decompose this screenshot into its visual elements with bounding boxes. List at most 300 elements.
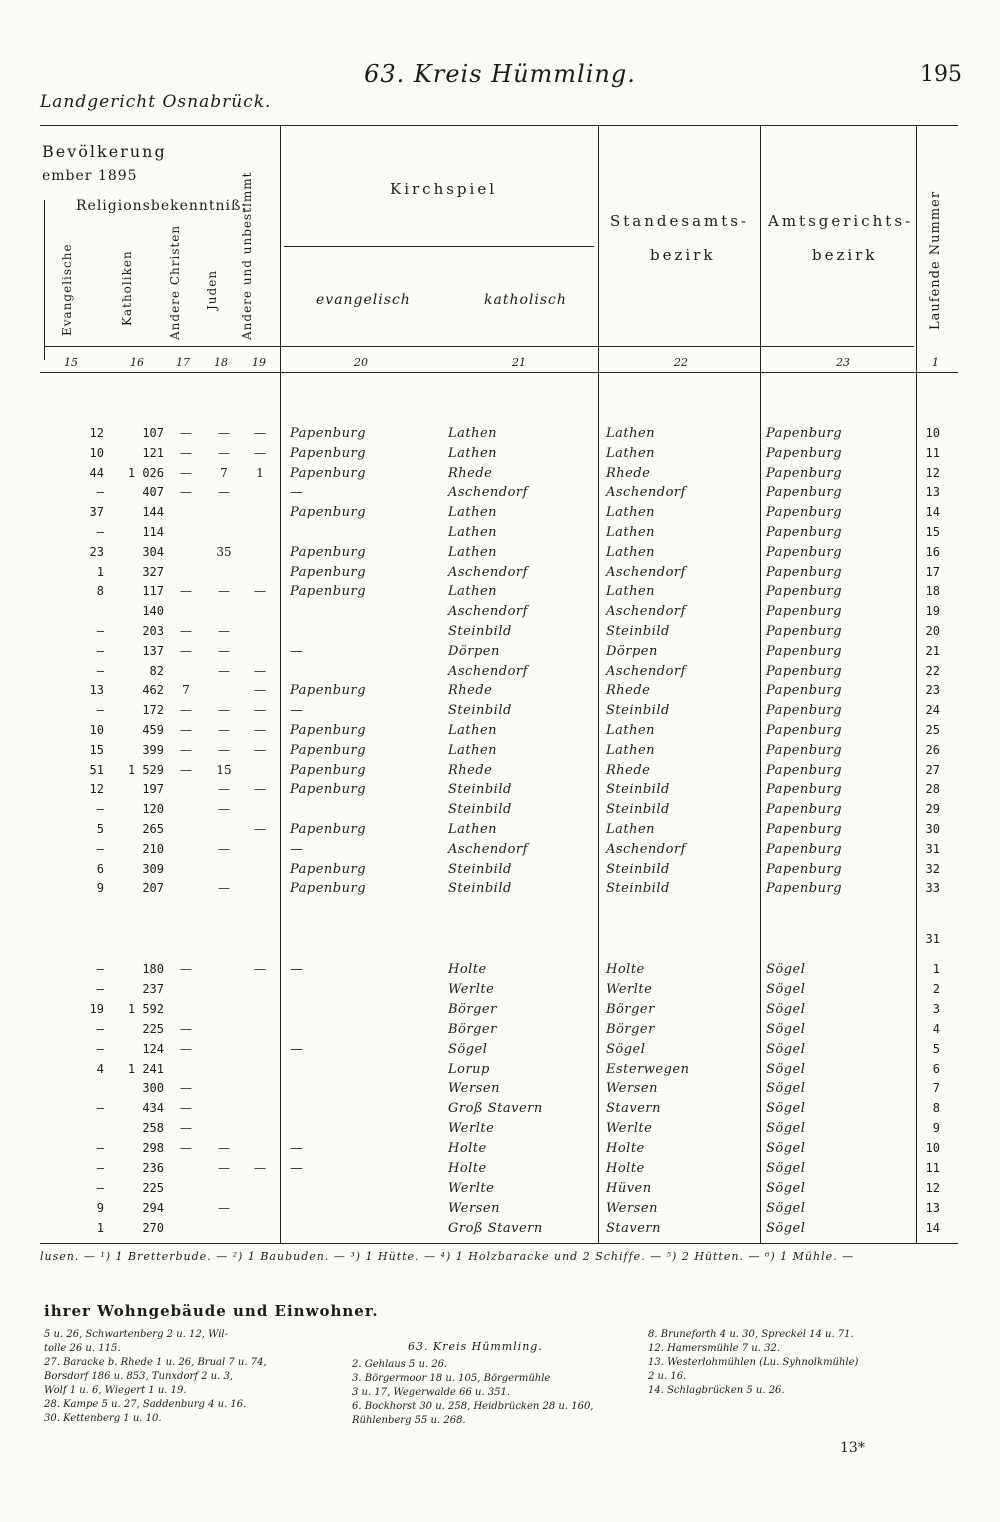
cell-evangelische: 23	[89, 544, 104, 559]
header-evangelisch: evangelisch	[316, 292, 411, 308]
colnum-17: 17	[176, 356, 190, 369]
cell-kirchspiel-katholisch: Steinbild	[448, 802, 512, 818]
cell-laufende-nummer: 8	[932, 1101, 940, 1116]
cell-standesamt: Werlte	[606, 981, 653, 997]
cell-kirchspiel-katholisch: Sögel	[448, 1041, 488, 1057]
cell-laufende-nummer: 9	[932, 1121, 940, 1136]
cell-evangelische: 12	[89, 782, 104, 797]
notes-column-3	[648, 1328, 858, 1398]
cell-juden: 35	[216, 544, 232, 559]
cell-amtsgericht: Papenburg	[766, 861, 843, 877]
cell-standesamt: Lathen	[606, 742, 656, 758]
cell-evangelische: —	[96, 1021, 104, 1036]
cell-standesamt: Rhede	[606, 683, 651, 699]
cell-laufende-nummer: 2	[932, 981, 940, 996]
cell-standesamt: Hüven	[606, 1180, 652, 1196]
cell-kirchspiel-katholisch: Rhede	[448, 465, 493, 481]
cell-andere-unbestimmt: —	[254, 683, 266, 698]
cell-amtsgericht: Sögel	[766, 1141, 806, 1157]
cell-andere-unbestimmt: —	[254, 703, 266, 718]
cell-standesamt: Aschendorf	[606, 604, 686, 620]
cell-kirchspiel-evangelisch: Papenburg	[290, 465, 367, 481]
cell-standesamt: Börger	[606, 1001, 655, 1017]
cell-kirchspiel-katholisch: Steinbild	[448, 624, 512, 639]
cell-katholiken: 82	[149, 663, 164, 678]
note-line: 5 u. 26, Schwartenberg 2 u. 12, Wil-	[44, 1329, 228, 1340]
cell-andere-unbestimmt: —	[254, 723, 266, 737]
cell-katholiken: 270	[142, 1220, 164, 1235]
cell-standesamt: Sögel	[606, 1041, 646, 1057]
footnote: lusen. — ¹) 1 Bretterbude. — ²) 1 Baubuden. — ³) 1 Hütte. — ⁴) 1 Holzbaracke und 2 Schiffe. — ⁵) 2 Hütten. — ⁶) 1 Mühle. —	[40, 1250, 855, 1263]
cell-kirchspiel-evangelisch: —	[290, 703, 304, 719]
cell-laufende-nummer: 10	[925, 1141, 940, 1156]
cell-kirchspiel-evangelisch: —	[290, 1161, 304, 1176]
cell-andere-unbestimmt: 1	[256, 465, 264, 480]
cell-evangelische: —	[96, 1101, 104, 1116]
cell-amtsgericht: Papenburg	[766, 703, 843, 719]
cell-katholiken: 265	[142, 822, 164, 836]
cell-kirchspiel-evangelisch: Papenburg	[290, 861, 367, 877]
cell-standesamt: Aschendorf	[606, 485, 686, 501]
cell-katholiken: 197	[142, 782, 164, 797]
cell-laufende-nummer: 32	[925, 861, 940, 876]
cell-amtsgericht: Sögel	[766, 1101, 806, 1117]
cell-laufende-nummer: 12	[925, 465, 940, 480]
cell-laufende-nummer: 28	[925, 782, 940, 797]
cell-standesamt: Lathen	[606, 822, 656, 837]
cell-kirchspiel-katholisch: Lorup	[448, 1061, 490, 1077]
cell-standesamt: Dörpen	[606, 643, 658, 659]
cell-standesamt: Lathen	[606, 445, 656, 461]
cell-katholiken: 107	[142, 426, 164, 440]
cell-standesamt: Lathen	[606, 525, 656, 540]
cell-juden: —	[218, 485, 230, 500]
cell-juden: —	[218, 703, 230, 718]
cell-kirchspiel-evangelisch: Papenburg	[290, 505, 367, 521]
cell-andere-unbestimmt: —	[254, 584, 266, 599]
cell-evangelische: 15	[89, 742, 104, 757]
colnum-1: 1	[932, 356, 939, 369]
cell-katholiken: 124	[142, 1041, 164, 1056]
kirchspiel-sub-rule	[284, 246, 594, 247]
note-line: 3 u. 17, Wegerwalde 66 u. 351.	[352, 1387, 511, 1398]
cell-amtsgericht: Papenburg	[766, 584, 843, 600]
header-juden: Juden	[205, 269, 219, 310]
cell-juden: —	[218, 445, 230, 460]
cell-kirchspiel-katholisch: Lathen	[448, 822, 498, 837]
note-line: 6. Bockhorst 30 u. 258, Heidbrücken 28 u. 160,	[352, 1401, 594, 1412]
cell-katholiken: 298	[142, 1141, 164, 1156]
cell-amtsgericht: Papenburg	[766, 465, 843, 481]
header-andere-christen: Andere Christen	[168, 224, 182, 340]
cell-andere-christen: —	[180, 584, 192, 599]
cell-amtsgericht: Papenburg	[766, 544, 843, 560]
cell-amtsgericht: Sögel	[766, 1161, 806, 1176]
header-katholisch: katholisch	[484, 292, 567, 308]
divider-kirchspiel-standesamt	[598, 125, 599, 1243]
cell-standesamt: Börger	[606, 1021, 655, 1037]
cell-standesamt: Lathen	[606, 544, 656, 560]
cell-amtsgericht: Papenburg	[766, 485, 843, 501]
cell-andere-unbestimmt: —	[254, 822, 266, 836]
cell-kirchspiel-katholisch: Lathen	[448, 723, 498, 738]
cell-juden: —	[218, 643, 230, 658]
cell-kirchspiel-katholisch: Steinbild	[448, 861, 512, 877]
cell-evangelische: —	[96, 485, 104, 500]
cell-laufende-nummer: 10	[925, 426, 940, 440]
cell-kirchspiel-katholisch: Aschendorf	[448, 564, 528, 580]
cell-andere-christen: —	[180, 1041, 192, 1056]
cell-standesamt: Rhede	[606, 762, 651, 778]
cell-amtsgericht: Sögel	[766, 1200, 806, 1216]
note-line: 8. Bruneforth 4 u. 30, Spreckel 14 u. 71.	[648, 1329, 854, 1340]
cell-standesamt: Lathen	[606, 723, 656, 738]
court-label: Landgericht Osnabrück.	[40, 92, 272, 112]
cell-evangelische: —	[96, 802, 104, 817]
cell-amtsgericht: Papenburg	[766, 723, 843, 738]
cell-evangelische: 13	[89, 683, 104, 698]
cell-kirchspiel-evangelisch: —	[290, 485, 304, 501]
cell-laufende-nummer: 17	[925, 564, 940, 579]
cell-kirchspiel-katholisch: Steinbild	[448, 782, 512, 798]
cell-juden: —	[218, 881, 230, 896]
cell-standesamt: Steinbild	[606, 782, 670, 798]
cell-andere-christen: —	[180, 1141, 192, 1156]
cell-kirchspiel-evangelisch: Papenburg	[290, 683, 367, 699]
note-line: 30. Kettenberg 1 u. 10.	[44, 1413, 162, 1424]
cell-laufende-nummer: 3	[932, 1001, 940, 1016]
cell-katholiken: 137	[142, 643, 164, 658]
note-line: 2. Gehlaus 5 u. 26.	[352, 1359, 448, 1370]
cell-laufende-nummer: 26	[925, 742, 940, 757]
signature-mark: 13*	[840, 1440, 865, 1456]
cell-kirchspiel-katholisch: Groß Stavern	[448, 1101, 543, 1117]
cell-amtsgericht: Papenburg	[766, 426, 843, 441]
cell-juden: —	[218, 1200, 230, 1215]
cell-laufende-nummer: 25	[925, 723, 940, 737]
cell-katholiken: 1 529	[127, 762, 164, 777]
cell-kirchspiel-evangelisch: Papenburg	[290, 782, 367, 798]
cell-juden: —	[218, 663, 230, 678]
cell-katholiken: 327	[142, 564, 164, 579]
header-laufende-nummer: Laufende Nummer	[928, 190, 943, 330]
cell-amtsgericht: Sögel	[766, 1041, 806, 1057]
notes-title: ihrer Wohngebäude und Einwohner.	[44, 1302, 379, 1320]
cell-laufende-nummer: 21	[925, 643, 940, 658]
cell-amtsgericht: Papenburg	[766, 762, 843, 778]
cell-evangelische: 6	[96, 861, 104, 876]
cell-kirchspiel-katholisch: Werlte	[448, 1121, 495, 1137]
cell-laufende-nummer: 30	[925, 822, 940, 836]
note-line: 13. Westerlohmühlen (Lu. Syhnolkmühle)	[648, 1357, 859, 1368]
notes-column-2	[352, 1358, 594, 1428]
cell-kirchspiel-evangelisch: Papenburg	[290, 723, 367, 738]
page-number: 195	[920, 62, 962, 87]
notes-column-2-heading: 63. Kreis Hümmling.	[408, 1340, 543, 1353]
cell-kirchspiel-katholisch: Groß Stavern	[448, 1220, 543, 1236]
cell-amtsgericht: Sögel	[766, 981, 806, 997]
cell-evangelische: 1	[96, 564, 104, 579]
cell-kirchspiel-katholisch: Lathen	[448, 525, 498, 540]
cell-evangelische: 4	[96, 1061, 104, 1076]
cell-kirchspiel-evangelisch: Papenburg	[290, 445, 367, 461]
colnum-18: 18	[214, 356, 228, 369]
cell-katholiken: 1 026	[127, 465, 164, 480]
cell-standesamt: Steinbild	[606, 861, 670, 877]
cell-amtsgericht: Sögel	[766, 962, 806, 977]
cell-andere-christen: —	[180, 1081, 192, 1096]
cell-amtsgericht: Sögel	[766, 1180, 806, 1196]
note-line: Rühlenberg 55 u. 268.	[352, 1415, 466, 1426]
note-line: Wolf 1 u. 6, Wiegert 1 u. 19.	[44, 1385, 187, 1396]
cell-juden: —	[218, 802, 230, 817]
cell-evangelische: 10	[89, 445, 104, 460]
cell-andere-christen: —	[180, 1101, 192, 1116]
cell-laufende-nummer: 20	[925, 624, 940, 638]
cell-andere-christen: —	[180, 426, 192, 440]
cell-kirchspiel-katholisch: Lathen	[448, 426, 498, 441]
cell-kirchspiel-katholisch: Wersen	[448, 1200, 500, 1216]
cell-juden: 7	[220, 465, 228, 480]
cell-katholiken: 121	[142, 445, 164, 460]
header-bevoelkerung: Bevölkerung	[42, 142, 167, 161]
cell-amtsgericht: Papenburg	[766, 505, 843, 521]
cell-katholiken: 120	[142, 802, 164, 817]
cell-andere-christen: —	[180, 624, 192, 638]
colnum-21: 21	[512, 356, 526, 369]
header-katholiken: Katholiken	[120, 250, 134, 326]
cell-evangelische: 5	[96, 822, 104, 836]
cell-andere-christen: —	[180, 485, 192, 500]
cell-standesamt: Holte	[606, 962, 645, 977]
cell-kirchspiel-evangelisch: —	[290, 1141, 304, 1157]
cell-standesamt: Stavern	[606, 1101, 662, 1117]
cell-kirchspiel-evangelisch: —	[290, 841, 304, 857]
cell-evangelische: 12	[89, 426, 104, 440]
cell-kirchspiel-evangelisch: —	[290, 1041, 304, 1057]
religion-left-rule	[44, 200, 45, 360]
cell-katholiken: 407	[142, 485, 164, 500]
cell-laufende-nummer: 6	[932, 1061, 940, 1076]
cell-amtsgericht: Sögel	[766, 1021, 806, 1037]
cell-standesamt: Steinbild	[606, 624, 670, 639]
cell-katholiken: 180	[142, 962, 164, 976]
cell-kirchspiel-evangelisch: —	[290, 962, 304, 977]
cell-andere-christen: —	[180, 762, 192, 777]
cell-evangelische: 1	[96, 1220, 104, 1235]
cell-katholiken: 203	[142, 624, 164, 638]
cell-amtsgericht: Sögel	[766, 1081, 806, 1097]
cell-amtsgericht: Papenburg	[766, 663, 843, 679]
cell-amtsgericht: Papenburg	[766, 445, 843, 461]
header-dezember: ember 1895	[42, 168, 138, 184]
cell-evangelische: 37	[89, 505, 104, 520]
cell-kirchspiel-katholisch: Börger	[448, 1001, 497, 1017]
cell-andere-christen: —	[180, 703, 192, 718]
cell-evangelische: —	[96, 624, 104, 638]
cell-katholiken: 1 241	[127, 1061, 164, 1076]
cell-juden: —	[218, 624, 230, 638]
note-line: 3. Börgermoor 18 u. 105, Börgermühle	[352, 1373, 551, 1384]
header-andere-unbestimmt: Andere und unbestimmt	[240, 171, 254, 340]
cell-laufende-nummer: 12	[925, 1180, 940, 1195]
cell-laufende-nummer: 22	[925, 663, 940, 678]
cell-amtsgericht: Sögel	[766, 1001, 806, 1017]
cell-amtsgericht: Sögel	[766, 1220, 806, 1236]
cell-andere-unbestimmt: —	[254, 426, 266, 440]
cell-evangelische: 51	[89, 762, 104, 777]
cell-kirchspiel-katholisch: Holte	[448, 1161, 487, 1176]
cell-katholiken: 172	[142, 703, 164, 718]
cell-kirchspiel-evangelisch: Papenburg	[290, 426, 367, 441]
cell-katholiken: 207	[142, 881, 164, 896]
cell-standesamt: Lathen	[606, 505, 656, 521]
cell-andere-christen: —	[180, 465, 192, 480]
cell-andere-christen: —	[180, 962, 192, 976]
note-line: tolle 26 u. 115.	[44, 1343, 121, 1354]
colnum-19: 19	[252, 356, 266, 369]
cell-katholiken: 309	[142, 861, 164, 876]
cell-kirchspiel-katholisch: Lathen	[448, 445, 498, 461]
cell-katholiken: 304	[142, 544, 164, 559]
cell-evangelische: 9	[96, 881, 104, 896]
cell-amtsgericht: Papenburg	[766, 683, 843, 699]
colnum-22: 22	[674, 356, 688, 369]
cell-juden: —	[218, 584, 230, 599]
cell-evangelische: —	[96, 1141, 104, 1156]
cell-kirchspiel-evangelisch: Papenburg	[290, 564, 367, 580]
cell-andere-unbestimmt: —	[254, 782, 266, 797]
header-kirchspiel: Kirchspiel	[390, 180, 498, 198]
cell-evangelische: 19	[89, 1001, 104, 1016]
cell-laufende-nummer: 15	[925, 525, 940, 539]
cell-standesamt: Steinbild	[606, 881, 670, 897]
cell-katholiken: 236	[142, 1161, 164, 1175]
cell-juden: —	[218, 723, 230, 737]
cell-evangelische: —	[96, 525, 104, 539]
cell-kirchspiel-katholisch: Dörpen	[448, 643, 500, 659]
cell-kirchspiel-katholisch: Aschendorf	[448, 663, 528, 679]
cell-evangelische: —	[96, 703, 104, 718]
cell-laufende-nummer: 14	[925, 1220, 940, 1235]
cell-laufende-nummer: 13	[925, 1200, 940, 1215]
cell-andere-christen: —	[180, 445, 192, 460]
cell-kirchspiel-evangelisch: Papenburg	[290, 762, 367, 778]
cell-katholiken: 434	[142, 1101, 164, 1116]
cell-amtsgericht: Sögel	[766, 1121, 806, 1137]
cell-kirchspiel-katholisch: Lathen	[448, 505, 498, 521]
cell-andere-christen: —	[180, 1121, 192, 1136]
cell-evangelische: —	[96, 663, 104, 678]
cell-kirchspiel-katholisch: Rhede	[448, 683, 493, 699]
cell-laufende-nummer: 7	[932, 1081, 940, 1096]
cell-kirchspiel-katholisch: Holte	[448, 962, 487, 977]
cell-standesamt: Holte	[606, 1141, 645, 1157]
cell-standesamt: Steinbild	[606, 703, 670, 719]
cell-laufende-nummer: 27	[925, 762, 940, 777]
cell-kirchspiel-katholisch: Lathen	[448, 544, 498, 560]
cell-kirchspiel-katholisch: Lathen	[448, 584, 498, 600]
cell-standesamt: Steinbild	[606, 802, 670, 818]
cell-evangelische: 9	[96, 1200, 104, 1215]
cell-katholiken: 225	[142, 1021, 164, 1036]
cell-katholiken: 462	[142, 683, 164, 698]
cell-andere-unbestimmt: —	[254, 663, 266, 678]
cell-kirchspiel-evangelisch: Papenburg	[290, 881, 367, 897]
cell-amtsgericht: Papenburg	[766, 802, 843, 818]
cell-evangelische: 8	[96, 584, 104, 599]
cell-kirchspiel-katholisch: Börger	[448, 1021, 497, 1037]
cell-evangelische: —	[96, 981, 104, 996]
header-bottom-rule	[40, 372, 958, 373]
cell-kirchspiel-katholisch: Werlte	[448, 1180, 495, 1196]
page-title: 63. Kreis Hümmling.	[364, 60, 636, 88]
header-evangelische: Evangelische	[60, 243, 74, 336]
cell-katholiken: 300	[142, 1081, 164, 1096]
cell-kirchspiel-katholisch: Holte	[448, 1141, 487, 1157]
cell-andere-unbestimmt: —	[254, 1161, 266, 1175]
cell-laufende-nummer: 11	[925, 445, 940, 460]
cell-katholiken: 1 592	[127, 1001, 164, 1016]
cell-evangelische: 10	[89, 723, 104, 737]
note-line: Borsdorf 186 u. 853, Tunxdorf 2 u. 3,	[44, 1371, 234, 1382]
cell-amtsgericht: Papenburg	[766, 782, 843, 798]
cell-amtsgericht: Papenburg	[766, 742, 843, 758]
notes-column-1	[44, 1328, 267, 1426]
colnum-rule	[44, 346, 914, 347]
cell-katholiken: 459	[142, 723, 164, 737]
cell-standesamt: Holte	[606, 1161, 645, 1176]
cell-kirchspiel-evangelisch: —	[290, 643, 304, 659]
cell-laufende-nummer: 1	[932, 962, 940, 976]
note-line: 27. Baracke b. Rhede 1 u. 26, Brual 7 u. 74,	[44, 1357, 267, 1368]
cell-kirchspiel-evangelisch: Papenburg	[290, 584, 367, 600]
cell-kirchspiel-evangelisch: Papenburg	[290, 544, 367, 560]
cell-laufende-nummer: 18	[925, 584, 940, 599]
cell-kirchspiel-katholisch: Lathen	[448, 742, 498, 758]
cell-evangelische: 44	[89, 465, 104, 480]
cell-laufende-nummer: 4	[932, 1021, 940, 1036]
cell-evangelische: —	[96, 1180, 104, 1195]
cell-standesamt: Wersen	[606, 1081, 658, 1097]
cell-amtsgericht: Papenburg	[766, 643, 843, 659]
cell-laufende-nummer: 19	[925, 604, 940, 619]
cell-katholiken: 399	[142, 742, 164, 757]
note-line: 28. Kampe 5 u. 27, Saddenburg 4 u. 16.	[44, 1399, 247, 1410]
cell-standesamt: Aschendorf	[606, 564, 686, 580]
cell-laufende-nummer: 31	[925, 841, 940, 856]
cell-andere-unbestimmt: —	[254, 445, 266, 460]
cell-standesamt: Rhede	[606, 465, 651, 481]
cell-laufende-nummer: 13	[925, 485, 940, 500]
cell-amtsgericht: Papenburg	[766, 841, 843, 857]
note-line: 14. Schlagbrücken 5 u. 26.	[648, 1385, 785, 1396]
cell-andere-unbestimmt: —	[254, 742, 266, 757]
cell-standesamt: Lathen	[606, 426, 656, 441]
header-religion: Religionsbekenntniß:	[76, 198, 248, 214]
cell-standesamt: Stavern	[606, 1220, 662, 1236]
cell-katholiken: 294	[142, 1200, 164, 1215]
cell-andere-christen: —	[180, 723, 192, 737]
cell-katholiken: 225	[142, 1180, 164, 1195]
cell-katholiken: 258	[142, 1121, 164, 1136]
table-bottom-rule	[40, 1243, 958, 1244]
header-standesamt-bezirk: bezirk	[650, 246, 716, 264]
cell-katholiken: 237	[142, 981, 164, 996]
divider-pop-kirchspiel	[280, 125, 281, 1243]
colnum-20: 20	[354, 356, 368, 369]
cell-laufende-nummer: 29	[925, 802, 940, 817]
